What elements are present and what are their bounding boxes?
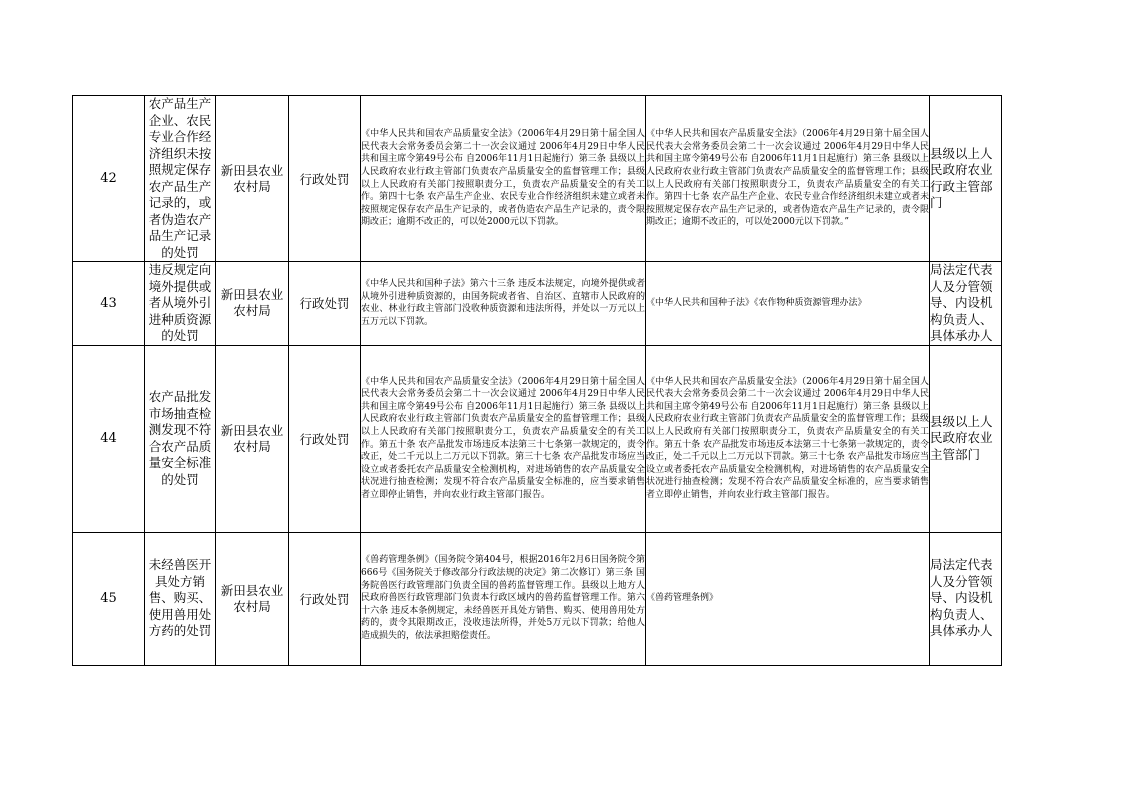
table-row — [73, 345, 1002, 532]
table-row — [73, 262, 1002, 346]
department: 新田县农业农村局 — [216, 96, 289, 262]
legal-basis: 《兽药管理条例》（国务院令第404号，根据2016年2月6日国务院令第666号《国务院关于修改部分行政法规的决定》第二次修订）第三条 国务院兽医行政管理部门负责全国的兽药监督管理工作。县级以上地方人民政府兽医行政管理部门负责本行政区域内的兽药监督管理工作。第六十六条 违反本条例规定，未经兽医开具处方销售、购买、使用兽用处方药的，责令其限期改正，没收违法所得，并处5万元以下罚款；给他人造成损失的，依法承担赔偿责任。 — [361, 532, 646, 665]
item-name: 违反规定向境外提供或者从境外引进种质资源的处罚 — [145, 262, 216, 346]
power-type: 行政处罚 — [289, 262, 361, 346]
responsible-subject: 县级以上人民政府农业行政主管部门 — [930, 96, 1002, 262]
legal-basis: 《中华人民共和国农产品质量安全法》（2006年4月29日第十届全国人民代表大会常务委员会第二十一次会议通过 2006年4月29日中华人民共和国主席令第49号公布 自2006年11月1日起施行）第三条 县级以上人民政府农业行政主管部门负责农产品质量安全的监督管理工作；县级以上人民政府有关部门按照职责分工，负责农产品质量安全的有关工作。第五十条 农产品批发市场违反本法第三十七条第一款规定的，责令改正，处二千元以上二万元以下罚款。第三十七条 农产品批发市场应当设立或者委托农产品质量安全检测机构，对进场销售的农产品质量安全状况进行抽查检测；发现不符合农产品质量安全标准的，应当要求销售者立即停止销售，并向农业行政主管部门报告。 — [361, 345, 646, 532]
department: 新田县农业农村局 — [216, 345, 289, 532]
row-number: 43 — [73, 262, 145, 346]
power-type: 行政处罚 — [289, 532, 361, 665]
department: 新田县农业农村局 — [216, 262, 289, 346]
responsible-subject: 局法定代表人及分管领导、内设机构负责人、具体承办人 — [930, 262, 1002, 346]
table-row — [73, 96, 1002, 262]
legal-basis: 《中华人民共和国农产品质量安全法》（2006年4月29日第十届全国人民代表大会常务委员会第二十一次会议通过 2006年4月29日中华人民共和国主席令第49号公布 自2006年11月1日起施行）第三条 县级以上人民政府农业行政主管部门负责农产品质量安全的监督管理工作；县级以上人民政府有关部门按照职责分工，负责农产品质量安全的有关工作。第四十七条 农产品生产企业、农民专业合作经济组织未建立或者未按照规定保存农产品生产记录的，或者伪造农产品生产记录的，责令限期改正；逾期不改正的，可以处2000元以下罚款。 — [361, 96, 646, 262]
responsibility-basis: 《中华人民共和国农产品质量安全法》（2006年4月29日第十届全国人民代表大会常务委员会第二十一次会议通过 2006年4月29日中华人民共和国主席令第49号公布 自2006年11月1日起施行）第三条 县级以上人民政府农业行政主管部门负责农产品质量安全的监督管理工作；县级以上人民政府有关部门按照职责分工，负责农产品质量安全的有关工作。第四十七条 农产品生产企业、农民专业合作经济组织未建立或者未按照规定保存农产品生产记录的，或者伪造农产品生产记录的，责令限期改正；逾期不改正的，可以处2000元以下罚款。” — [646, 96, 930, 262]
responsible-subject: 县级以上人民政府农业主管部门 — [930, 345, 1002, 532]
item-name: 农产品批发市场抽查检测发现不符合农产品质量安全标准的处罚 — [145, 345, 216, 532]
responsibility-basis: 《兽药管理条例》 — [646, 532, 930, 665]
power-type: 行政处罚 — [289, 96, 361, 262]
responsibility-basis: 《中华人民共和国种子法》《农作物种质资源管理办法》 — [646, 262, 930, 346]
row-number: 44 — [73, 345, 145, 532]
item-name: 农产品生产企业、农民专业合作经济组织未按照规定保存农产品生产记录的，或者伪造农产品生产记录的处罚 — [145, 96, 216, 262]
row-number: 45 — [73, 532, 145, 665]
legal-basis: 《中华人民共和国种子法》第六十三条 违反本法规定，向境外提供或者从境外引进种质资源的，由国务院或者省、自治区、直辖市人民政府的农业、林业行政主管部门没收种质资源和违法所得，并处以一万元以上五万元以下罚款。 — [361, 262, 646, 346]
responsible-subject: 局法定代表人及分管领导、内设机构负责人、具体承办人 — [930, 532, 1002, 665]
power-type: 行政处罚 — [289, 345, 361, 532]
row-number: 42 — [73, 96, 145, 262]
item-name: 未经兽医开具处方销售、购买、使用兽用处方药的处罚 — [145, 532, 216, 665]
department: 新田县农业农村局 — [216, 532, 289, 665]
responsibility-basis: 《中华人民共和国农产品质量安全法》（2006年4月29日第十届全国人民代表大会常务委员会第二十一次会议通过 2006年4月29日中华人民共和国主席令第49号公布 自2006年11月1日起施行）第三条 县级以上人民政府农业行政主管部门负责农产品质量安全的监督管理工作；县级以上人民政府有关部门按照职责分工，负责农产品质量安全的有关工作。第五十条 农产品批发市场违反本法第三十七条第一款规定的，责令改正，处二千元以上二万元以下罚款。第三十七条 农产品批发市场应当设立或者委托农产品质量安全检测机构，对进场销售的农产品质量安全状况进行抽查检测；发现不符合农产品质量安全标准的，应当要求销售者立即停止销售，并向农业行政主管部门报告。 — [646, 345, 930, 532]
table-row — [73, 532, 1002, 665]
penalty-table — [72, 95, 1002, 666]
